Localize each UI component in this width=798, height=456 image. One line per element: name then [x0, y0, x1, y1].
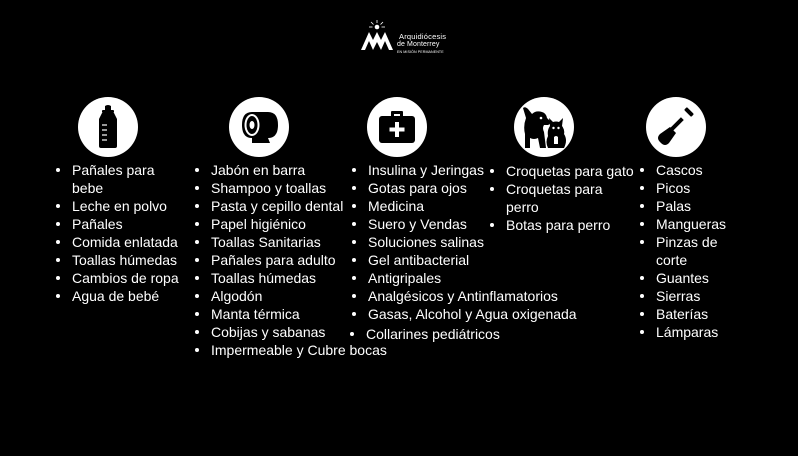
list-item: Gel antibacterial [352, 251, 577, 269]
first-aid-kit-icon [378, 110, 416, 144]
list-item: Comida enlatada [56, 233, 179, 251]
list-item: perro [506, 199, 539, 215]
list-item: Suero y Vendas [352, 215, 577, 233]
list-item: Pañales para adulto [195, 251, 387, 269]
list-item: Insulina y Jeringas [352, 161, 577, 179]
logo-line-1: Arquidiócesis [399, 32, 447, 41]
list-item: Guantes [640, 269, 726, 287]
logo-line-2: de Monterrey [397, 41, 440, 48]
list-item: Cobijas y sabanas [195, 323, 387, 341]
list-item: Impermeable y Cubre bocas [195, 341, 387, 359]
list-item: Cambios de ropa [56, 269, 179, 287]
list-item: Palas [640, 197, 726, 215]
dog-cat-icon [520, 104, 568, 150]
list-item: Gasas, Alcohol y Agua oxigenada [352, 305, 577, 323]
toilet-paper-icon [238, 110, 280, 144]
list-item: Pinzas de [640, 233, 726, 251]
list-item: Toallas húmedas [56, 251, 179, 269]
pets-items-list [490, 162, 634, 234]
toilet-paper-circle [229, 97, 289, 157]
list-item: Pasta y cepillo dental [195, 197, 387, 215]
list-item: Antigripales [352, 269, 577, 287]
list-item: Toallas Sanitarias [195, 233, 387, 251]
list-item: Cascos [640, 161, 726, 179]
shovel-circle [646, 97, 706, 157]
list-item: Pañales para [56, 161, 179, 179]
list-item: Analgésicos y Antinflamatorios [352, 287, 577, 305]
list-item: Botas para perro [490, 216, 634, 234]
list-item: Sierras [640, 287, 726, 305]
list-item: Toallas húmedas [195, 269, 387, 287]
list-item: bebe [72, 180, 104, 196]
list-item: Jabón en barra [195, 161, 387, 179]
list-item: Algodón [195, 287, 387, 305]
list-item: Croquetas para gato [490, 162, 634, 180]
list-item: Pañales [56, 215, 179, 233]
list-item: Medicina [352, 197, 577, 215]
list-item: Shampoo y toallas [195, 179, 387, 197]
baby-bottle-icon [93, 105, 123, 149]
tools-items-list [640, 161, 726, 341]
list-item: Manta térmica [195, 305, 387, 323]
first-aid-kit-circle [367, 97, 427, 157]
dog-cat-circle [514, 97, 574, 157]
list-item: Picos [640, 179, 726, 197]
list-item: Mangueras [640, 215, 726, 233]
archdiocese-logo [360, 17, 460, 57]
baby-bottle-circle [78, 97, 138, 157]
logo-mark-icon [360, 19, 396, 51]
list-item: Agua de bebé [56, 287, 179, 305]
baby-items-list [56, 161, 179, 305]
list-item: Leche en polvo [56, 197, 179, 215]
list-item: Soluciones salinas [352, 233, 577, 251]
list-item: corte [656, 252, 688, 268]
list-item: Collarines pediátricos [350, 325, 577, 343]
list-item: Papel higiénico [195, 215, 387, 233]
list-item: Lámparas [640, 323, 726, 341]
logo-line-3: EN MISIÓN PERMANENTE [397, 50, 444, 54]
list-item: Croquetas para [490, 180, 634, 198]
list-item: Gotas para ojos [352, 179, 577, 197]
shovel-icon [656, 107, 696, 147]
list-item: Baterías [640, 305, 726, 323]
